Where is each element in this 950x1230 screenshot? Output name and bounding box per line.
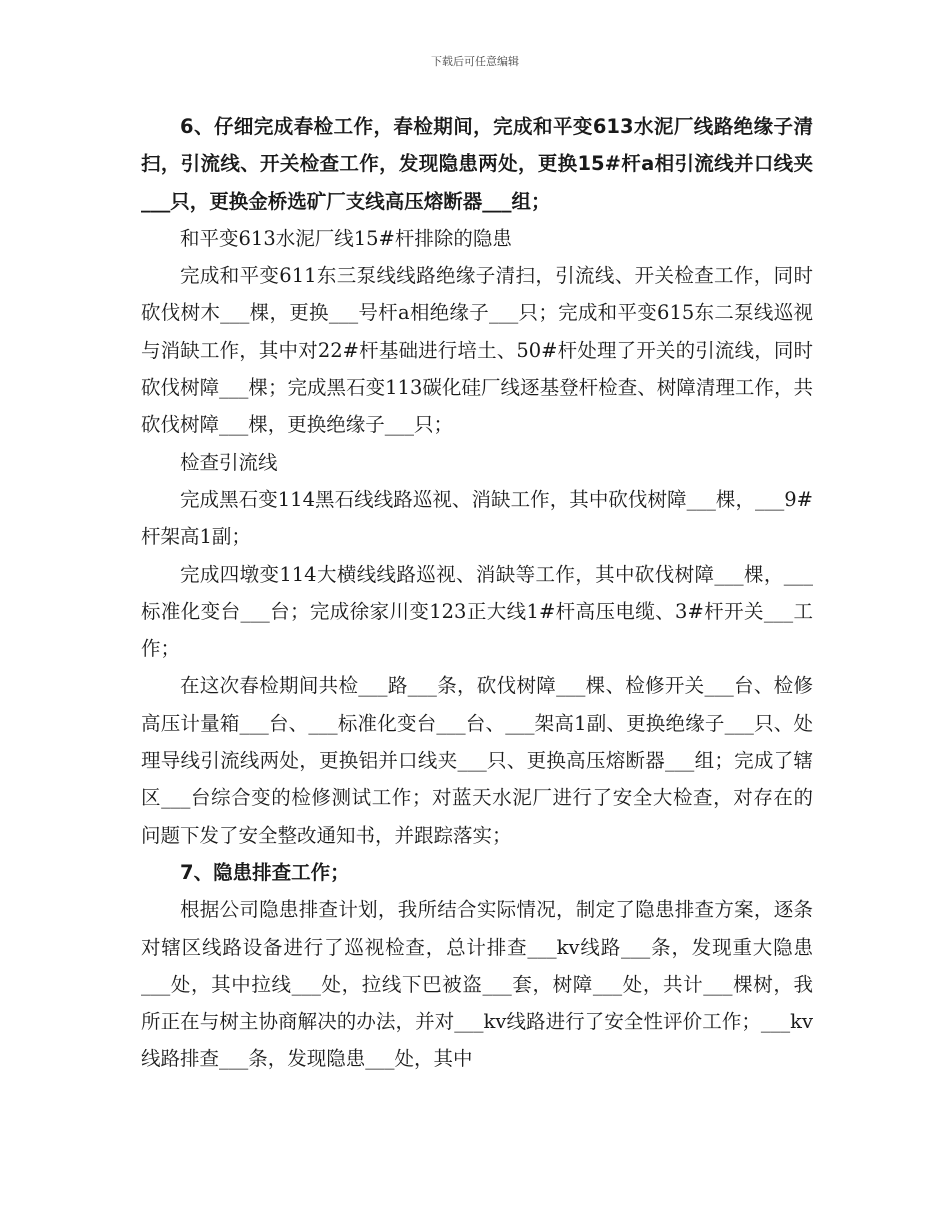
section-6-heading-paragraph: 6、仔细完成春检工作，春检期间，完成和平变613水泥厂线路绝缘子清扫，引流线、开关检查工作，发现隐患两处，更换15#杆a相引流线并口线夹___只，更换金桥选矿厂支线高压熔断器___组；: [141, 115, 813, 213]
caption-check-lead-wire: 检查引流线: [180, 450, 278, 474]
caption-hidden-danger: 和平变613水泥厂线15#杆排除的隐患: [180, 226, 512, 250]
document-body: [141, 108, 813, 1078]
paragraph-heishi-114: 完成黑石变114黑石线线路巡视、消缺工作，其中砍伐树障___棵，___9#杆架高1副；: [141, 487, 813, 549]
paragraph-sidun-114: 完成四墩变114大横线线路巡视、消缺等工作，其中砍伐树障___棵，___标准化变台___台；完成徐家川变123正大线1#杆高压电缆、3#杆开关___工作；: [141, 562, 813, 661]
paragraph-spring-check-summary: 在这次春检期间共检___路___条，砍伐树障___棵、检修开关___台、检修高压计量箱___台、___标准化变台___台、___架高1副、更换绝缘子___只、处理导线引流线两处，更换铝并口线夹___只、更换高压熔断器___组；完成了辖区___台综合变的检修测试工作；对蓝天水泥厂进行了安全大检查，对存在的问题下发了安全整改通知书，并跟踪落实；: [141, 674, 813, 847]
section-7-heading: 7、隐患排查工作；: [180, 860, 350, 884]
paragraph-611-line-work: 完成和平变611东三泵线线路绝缘子清扫，引流线、开关检查工作，同时砍伐树木___棵，更换___号杆a相绝缘子___只；完成和平变615东二泵线巡视与消缺工作，其中对22#杆基础进行培土、50#杆处理了开关的引流线，同时砍伐树障___棵；完成黑石变113碳化硅厂线逐基登杆检查、树障清理工作，共砍伐树障___棵，更换绝缘子___只；: [141, 264, 813, 437]
paragraph-hazard-inspection: 根据公司隐患排查计划，我所结合实际情况，制定了隐患排查方案，逐条对辖区线路设备进行了巡视检查，总计排查___kv线路___条，发现重大隐患___处，其中拉线___处，拉线下巴被盗___套，树障___处，共计___棵树，我所正在与树主协商解决的办法，并对___kv线路进行了安全性评价工作；___kv线路排查___条，发现隐患___处，其中: [141, 898, 813, 1071]
page-header: 下载后可任意编辑: [431, 55, 519, 68]
